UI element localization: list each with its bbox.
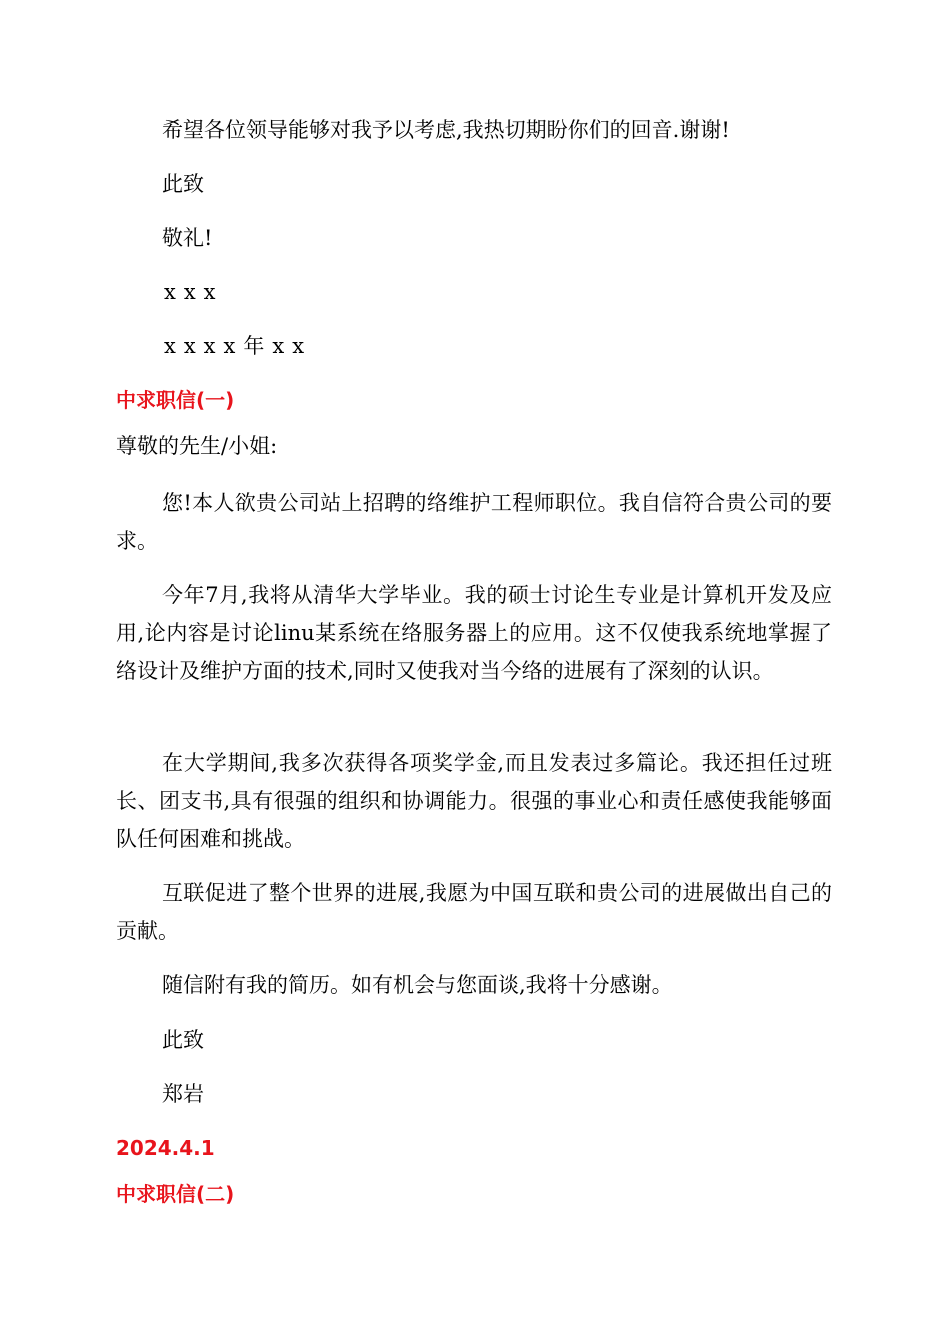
closing-paragraph: 希望各位领导能够对我予以考虑,我热切期盼你们的回音.谢谢!	[162, 118, 730, 142]
letter-paragraph: 在大学期间,我多次获得各项奖学金,而且发表过多篇论。我还担任过班长、团支书,具有很强的组织和协调能力。很强的事业心和责任感使我能够面队任何困难和挑战。	[116, 751, 832, 851]
signature-name: 郑岩	[162, 1082, 204, 1106]
letter-paragraph: 互联促进了整个世界的进展,我愿为中国互联和贵公司的进展做出自己的贡献。	[116, 881, 832, 943]
letter-paragraph: 您!本人欲贵公司站上招聘的络维护工程师职位。我自信符合贵公司的要求。	[116, 491, 832, 553]
section-heading-letter-one: 中求职信(一)	[116, 388, 235, 412]
signature-placeholder: xxx	[164, 280, 224, 304]
salutation-line: 敬礼!	[162, 226, 213, 250]
salutation-line: 此致	[162, 1028, 204, 1052]
letter-paragraph: 今年7月,我将从清华大学毕业。我的硕士讨论生专业是计算机开发及应用,论内容是讨论linu某系统在络服务器上的应用。这不仅使我系统地掌握了络设计及维护方面的技术,同时又使我对当今络的进展有了深刻的认识。	[116, 583, 832, 683]
date-placeholder: xxxx年xx	[164, 334, 313, 358]
letter-date: 2024.4.1	[116, 1136, 215, 1160]
salutation-line: 此致	[162, 172, 204, 196]
section-heading-letter-two: 中求职信(二)	[116, 1182, 235, 1206]
letter-greeting: 尊敬的先生/小姐:	[116, 434, 278, 458]
letter-paragraph: 随信附有我的简历。如有机会与您面谈,我将十分感谢。	[162, 973, 673, 997]
